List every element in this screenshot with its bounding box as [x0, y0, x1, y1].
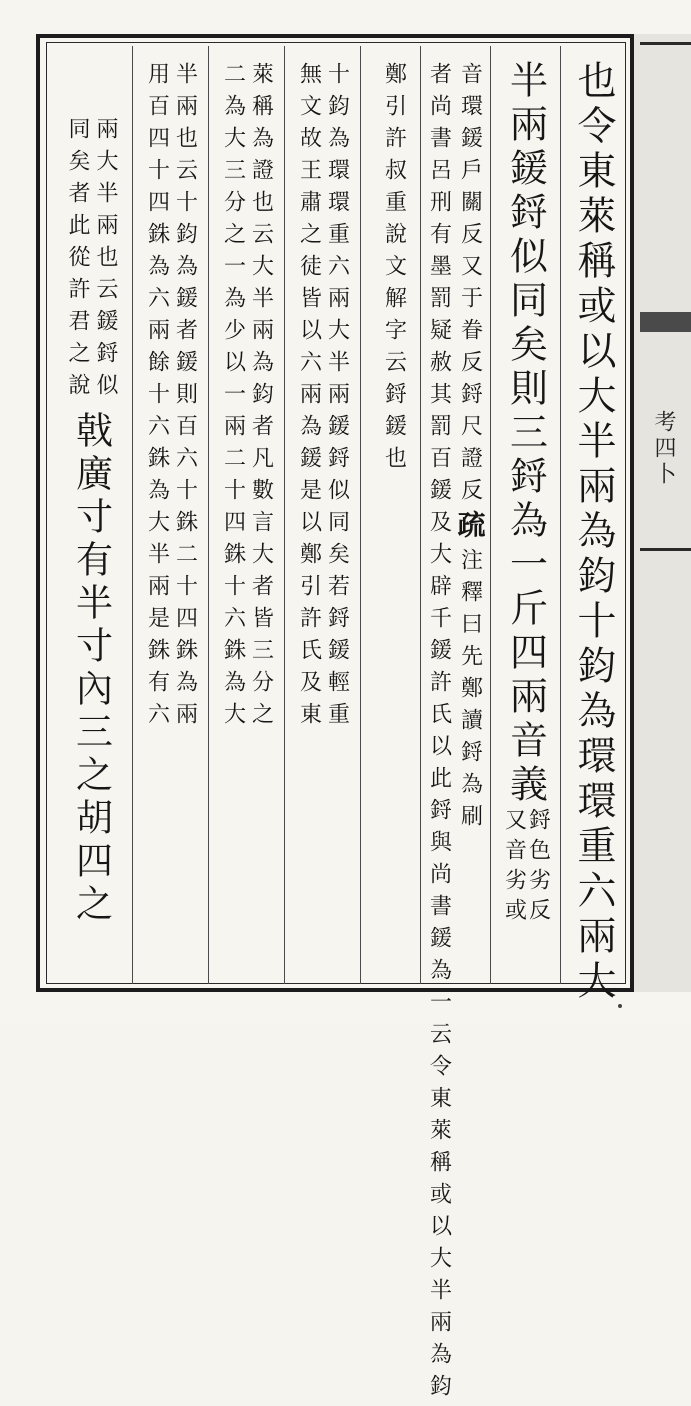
edge-rule [640, 42, 691, 45]
annotation-pair [503, 808, 549, 928]
text-column [560, 46, 626, 1005]
main-with-note [503, 46, 549, 984]
annotation-text: 鋝色劣反 [525, 808, 551, 928]
annotation-text: 無文故王肅之徒皆以六兩為鍰是以鄭引許氏及東 [296, 62, 322, 734]
annotation-text: 注釋曰先鄭讀鋝為刷 [457, 548, 483, 836]
scan-speck [618, 1004, 622, 1008]
text-column [490, 46, 560, 984]
annotation-text: 同矣者此從許君之說 [65, 117, 90, 405]
text-column [132, 46, 208, 984]
annotation-text: 鄭引許叔重說文解字云鋝鍰也 [381, 62, 407, 478]
text-column [50, 46, 132, 984]
text-column [284, 46, 360, 984]
annotation-text: 者尚書呂刑有墨罰疑赦其罰百鍰及大辟千鍰許氏以此鋝與尚書鍰為一云令東萊稱或以大半兩為鈞 [426, 62, 452, 1406]
annotation-text: 二為大三分之一為少以一兩二十四銖十六銖為大 [220, 62, 246, 734]
text-columns [50, 46, 626, 1406]
text-column [420, 46, 490, 1406]
annotation-text: 音環鍰戶關反又于眷反鋝尺證反 [457, 62, 483, 510]
text-column [360, 46, 420, 984]
shu-marker: 疏 [453, 510, 487, 548]
annotation-text: 又音劣或 [501, 808, 527, 928]
annotation-pair [222, 46, 272, 984]
main-text: 戟廣寸有半寸內三之胡四之 [69, 411, 113, 927]
annotation-pair [377, 46, 405, 984]
main-text: 也令東萊稱或以大半兩為鈞十鈞為環環重六兩大 [571, 60, 616, 1005]
annotation-text: 半兩也云十鈞為鍰者鍰則百六十銖二十四銖為兩 [172, 62, 198, 734]
edge-label: 考四卜 [651, 410, 676, 488]
annotation-pair [298, 46, 348, 984]
annotation-text [453, 62, 487, 984]
annotation-text: 萊稱為證也云大半兩為鈞者凡數言大者皆三分之 [248, 62, 274, 734]
text-column [208, 46, 284, 984]
annotation-text: 兩大半兩也云鍰鋝似 [93, 117, 118, 405]
annotation-pair [146, 46, 196, 984]
edge-rule [640, 548, 691, 551]
annotation-text: 十鈞為環環重六兩大半兩鍰鋝似同矣若鋝鍰輕重 [324, 62, 350, 734]
edge-rule [640, 312, 691, 332]
annotation-pair [66, 103, 116, 405]
annotation-pair [426, 46, 487, 1406]
page-edge-strip [632, 34, 691, 992]
annotation-text: 用百四十四銖為六兩餘十六銖為大半兩是銖有六 [144, 62, 170, 734]
main-text: 半兩鍰鋝似同矣則三鋝為一斤四兩音義 [503, 60, 548, 808]
